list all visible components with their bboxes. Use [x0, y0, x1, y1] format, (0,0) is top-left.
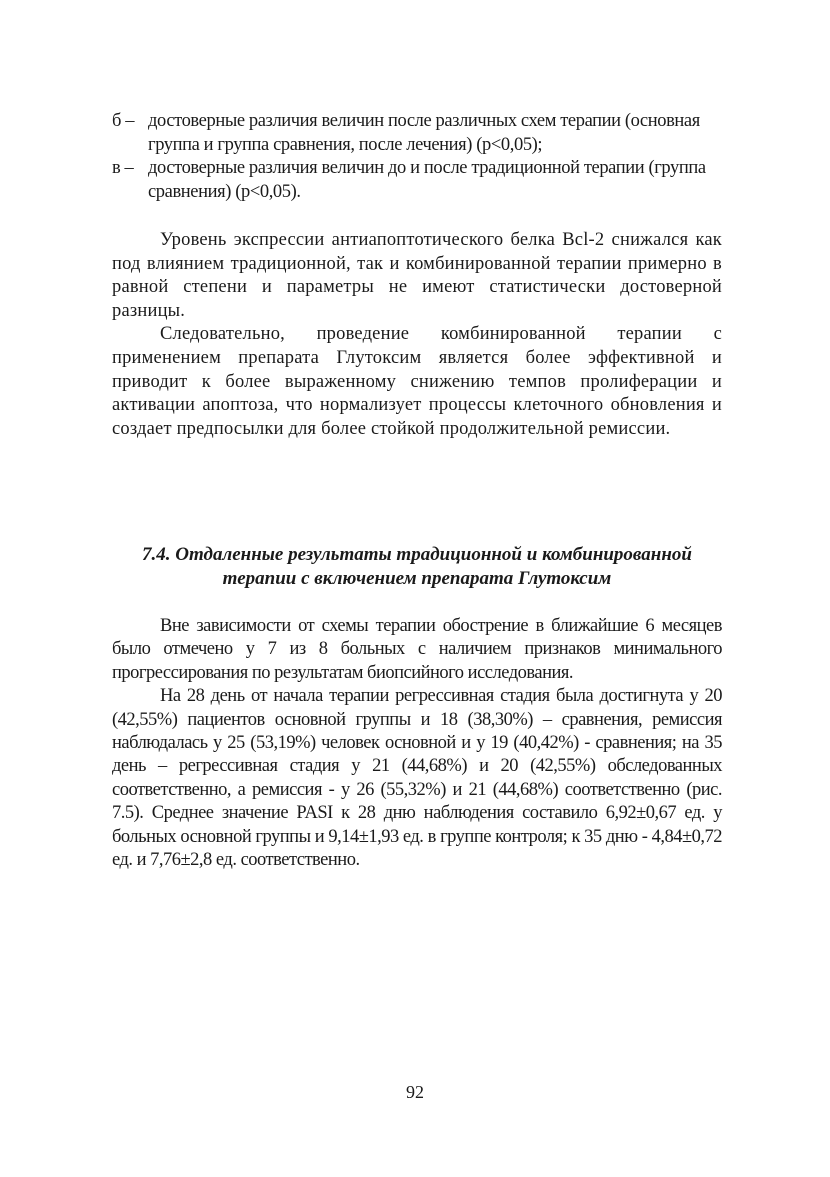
body-text-block — [112, 615, 722, 872]
body-text-block — [112, 229, 722, 441]
list-item-text: достоверные различия величин после различных схем терапии (основная группа и группа сравнения, после лечения) (p<0,05); — [148, 111, 700, 155]
significance-legend-list — [112, 110, 722, 204]
list-item-text: достоверные различия величин до и после традиционной терапии (группа сравнения) (p<0,05). — [148, 158, 706, 202]
section-heading-line: 7.4. Отдаленные результаты традиционной и комбинированной — [142, 544, 692, 565]
section-heading — [112, 543, 722, 590]
list-item-marker: б – — [112, 111, 135, 131]
list-item-marker: в – — [112, 158, 134, 178]
list-item — [112, 157, 722, 204]
body-paragraph: На 28 день от начала терапии регрессивная стадия была достигнута у 20 (42,55%) пациентов основной группы и 18 (38,30%) – сравнения, ремиссия наблюдалась у 25 (53,19%) человек основной и у 19 (40,42%) - сравнения; на 35 день – регрессивная стадия у 21 (44,68%) и 20 (42,55%) обследованных соответственно, а ремиссия - у 26 (55,32%) и 21 (44,68%) соответственно (рис. 7.5). Среднее значение PASI к 28 дню наблюдения составило 6,92±0,67 ед. у больных основной группы и 9,14±1,93 ед. в группе контроля; к 35 дню - 4,84±0,72 ед. и 7,76±2,8 ед. соответственно. — [112, 686, 722, 871]
body-paragraph: Вне зависимости от схемы терапии обострение в ближайшие 6 месяцев было отмечено у 7 из 8 больных с наличием признаков минимального прогрессирования по результатам биопсийного исследования. — [112, 616, 722, 683]
body-paragraph: Следовательно, проведение комбинированной терапии с применением препарата Глутоксим является более эффективной и приводит к более выраженному снижению темпов пролиферации и активации апоптоза, что нормализует процессы клеточного обновления и создает предпосылки для более стойкой продолжительной ремиссии. — [112, 324, 722, 439]
section-heading-line: терапии с включением препарата Глутоксим — [222, 567, 612, 589]
list-item — [112, 110, 722, 157]
body-paragraph: Уровень экспрессии антиапоптотического белка Bcl-2 снижался как под влиянием традиционной, так и комбинированной терапии примерно в равной степени и параметры не имеют статистически достоверной разницы. — [112, 230, 722, 321]
page-number: 92 — [406, 1082, 424, 1102]
